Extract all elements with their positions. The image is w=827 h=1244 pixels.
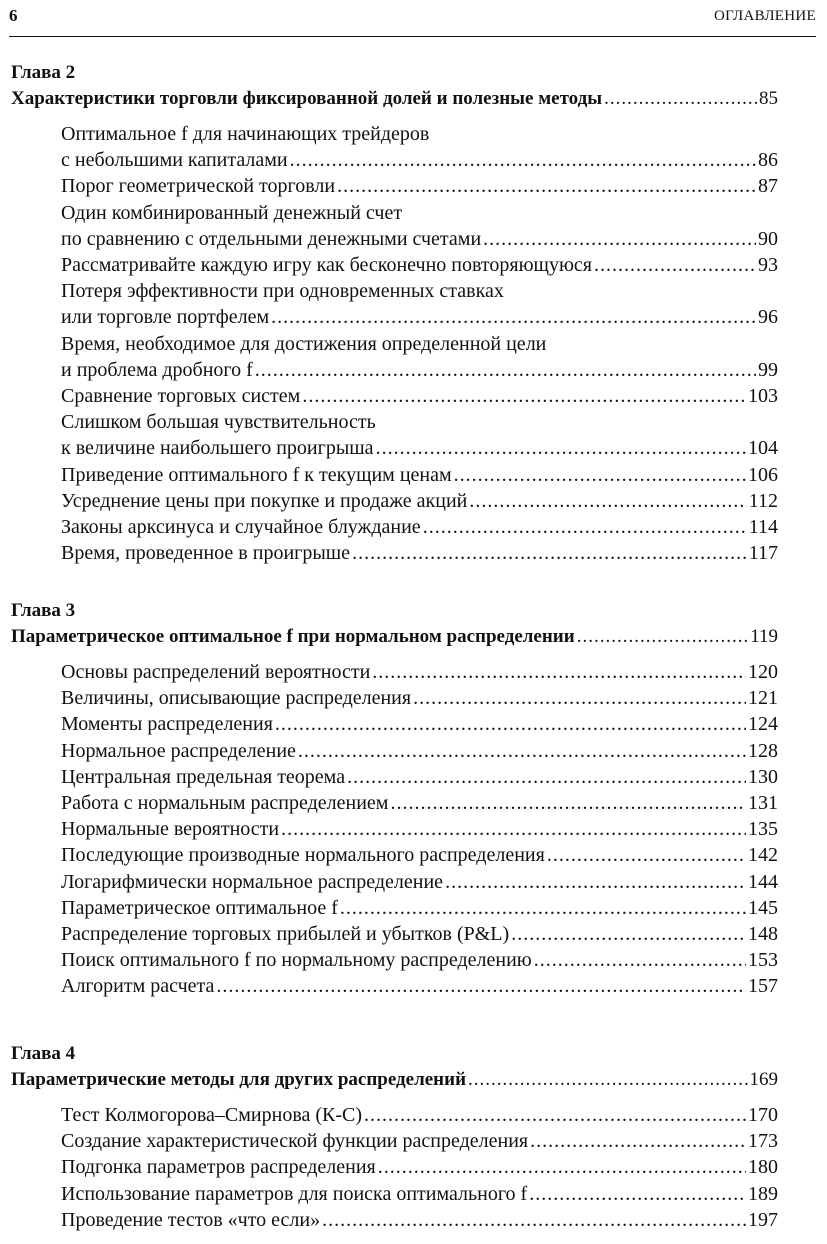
- entry-row: [61, 147, 778, 173]
- entry-row: [61, 1207, 778, 1233]
- dot-leader: [469, 488, 746, 514]
- entry-row: [61, 921, 778, 947]
- toc-entry[interactable]: [61, 842, 778, 868]
- entry-text: к величине наибольшего проигрыша: [61, 437, 374, 460]
- entry-row: [61, 869, 778, 895]
- entry-text: Поиск оптимального f по нормальному распределению: [61, 949, 532, 972]
- page-reference: 130: [748, 765, 778, 788]
- entry-text: Подгонка параметров распределения: [61, 1156, 376, 1179]
- page-reference: 93: [758, 254, 778, 276]
- dot-leader: [413, 685, 746, 711]
- entry-text-line: Время, необходимое для достижения определенной цели: [61, 332, 547, 355]
- entry-text: по сравнению с отдельными денежными счетами: [61, 227, 482, 250]
- entry-text: Усреднение цены при покупке и продаже акций: [61, 489, 468, 512]
- toc-entry[interactable]: [61, 973, 778, 999]
- page-reference: 119: [750, 626, 778, 647]
- toc-entry[interactable]: [61, 383, 778, 409]
- chapter-label: Глава 2: [11, 62, 76, 83]
- entry-text: Законы арксинуса и случайное блуждание: [61, 516, 421, 538]
- page-reference: 90: [758, 227, 778, 250]
- toc-entry[interactable]: [61, 869, 778, 895]
- dot-leader: [378, 1154, 746, 1180]
- chapter-title-entry[interactable]: [11, 86, 778, 112]
- page-reference: 104: [748, 437, 778, 460]
- page-number: 6: [9, 6, 18, 25]
- toc-entry[interactable]: [61, 331, 778, 383]
- page-reference: 86: [758, 149, 778, 171]
- entry-row: [61, 540, 778, 566]
- entry-row: [61, 252, 778, 278]
- entry-text-line: Потеря эффективности при одновременных ставках: [61, 280, 504, 303]
- page-reference: 135: [748, 818, 778, 841]
- toc-entry[interactable]: [61, 488, 778, 514]
- toc-entry[interactable]: [61, 462, 778, 488]
- toc-entry[interactable]: [61, 540, 778, 566]
- toc-entry[interactable]: [61, 921, 778, 947]
- dot-leader: [255, 357, 756, 383]
- entry-text: Тест Колмогорова–Смирнова (К-С): [61, 1104, 363, 1126]
- entry-text: Работа с нормальным распределением: [61, 792, 389, 814]
- page-reference: 148: [748, 923, 778, 945]
- toc-entry[interactable]: [61, 790, 778, 816]
- entry-text-line: Один комбинированный денежный счет: [61, 201, 403, 224]
- toc-entry[interactable]: [61, 1128, 778, 1154]
- entry-row: [61, 842, 778, 868]
- entry-text: Порог геометрической торговли: [61, 175, 336, 198]
- toc-entry[interactable]: [61, 1102, 778, 1128]
- entry-text: Создание характеристической функции распределения: [61, 1130, 529, 1153]
- dot-leader: [302, 383, 746, 409]
- toc-entry[interactable]: [61, 514, 778, 540]
- toc-entry[interactable]: [61, 738, 778, 764]
- entry-row: [61, 226, 778, 252]
- toc-entry[interactable]: [61, 764, 778, 790]
- entry-row: [61, 1181, 778, 1207]
- entry-text: Алгоритм расчета: [61, 975, 215, 998]
- dot-leader: [530, 1128, 746, 1154]
- toc-entry[interactable]: [61, 1181, 778, 1207]
- entry-text: или торговле портфелем: [61, 306, 270, 329]
- entry-text: Моменты распределения: [61, 713, 273, 736]
- page-reference: 173: [748, 1130, 778, 1153]
- dot-leader: [364, 1102, 746, 1128]
- entry-row: [61, 357, 778, 383]
- entry-row: [61, 1102, 778, 1128]
- entry-row: [61, 738, 778, 764]
- page-reference: 114: [748, 516, 778, 538]
- dot-leader: [337, 173, 756, 199]
- dot-leader: [594, 252, 756, 278]
- entry-row: [61, 1128, 778, 1154]
- page-reference: 99: [758, 358, 778, 381]
- page-reference: 145: [748, 896, 778, 919]
- page-reference: 103: [748, 385, 778, 407]
- dot-leader: [529, 1181, 746, 1207]
- entry-row: [61, 462, 778, 488]
- dot-leader: [271, 304, 756, 330]
- dot-leader: [423, 514, 747, 540]
- entry-text: Приведение оптимального f к текущим ценам: [61, 463, 452, 486]
- page-reference: 131: [748, 792, 778, 814]
- dot-leader: [298, 738, 746, 764]
- page-reference: 170: [748, 1104, 778, 1126]
- page-reference: 124: [748, 713, 778, 736]
- entry-row: [61, 1154, 778, 1180]
- toc-entry[interactable]: [61, 409, 778, 461]
- toc-entry[interactable]: [61, 685, 778, 711]
- entry-text: и проблема дробного f: [61, 358, 253, 381]
- page-reference: 112: [748, 489, 778, 512]
- toc-entry[interactable]: [61, 121, 778, 173]
- page-reference: 153: [748, 949, 778, 972]
- toc-entry[interactable]: [61, 1207, 778, 1233]
- entry-text: Величины, описывающие распределения: [61, 687, 412, 710]
- toc-entry[interactable]: [61, 1154, 778, 1180]
- toc-entry[interactable]: [61, 659, 778, 685]
- toc-entry[interactable]: [61, 200, 778, 252]
- dot-leader: [511, 921, 746, 947]
- entry-row: [61, 173, 778, 199]
- entry-row: [61, 304, 778, 330]
- entry-row: [61, 947, 778, 973]
- dot-leader: [352, 540, 747, 566]
- entry-text: Основы распределений вероятности: [61, 661, 371, 683]
- entry-text: Время, проведенное в проигрыше: [61, 542, 351, 565]
- entry-text: Нормальное распределение: [61, 739, 296, 762]
- chapter-title: Параметрические методы для других распределений: [11, 1069, 467, 1090]
- dot-leader: [547, 842, 746, 868]
- entry-row: [61, 659, 778, 685]
- entry-row: [61, 790, 778, 816]
- header-divider: [9, 36, 816, 37]
- entry-text: Нормальные вероятности: [61, 818, 280, 841]
- entry-row: [61, 383, 778, 409]
- page-reference: 120: [748, 661, 778, 683]
- chapter-title: Параметрическое оптимальное f при нормальном распределении: [11, 626, 575, 647]
- page-reference: 121: [748, 687, 778, 710]
- dot-leader: [454, 462, 746, 488]
- entry-row: [61, 435, 778, 461]
- entry-text: Рассматривайте каждую игру как бесконечно повторяющуюся: [61, 254, 592, 276]
- entry-text: Распределение торговых прибылей и убытков (P&L): [61, 923, 510, 945]
- chapter-title-entry[interactable]: [11, 1067, 778, 1093]
- entry-text: Использование параметров для поиска оптимального f: [61, 1182, 528, 1205]
- entry-text: Логарифмически нормальное распределение: [61, 870, 444, 893]
- dot-leader: [347, 764, 746, 790]
- chapter-title: Характеристики торговли фиксированной долей и полезные методы: [11, 88, 603, 109]
- dot-leader: [275, 711, 746, 737]
- page-reference: 128: [748, 739, 778, 762]
- toc-entry[interactable]: [61, 895, 778, 921]
- entry-row: [61, 816, 778, 842]
- page-reference: 117: [748, 542, 778, 565]
- dot-leader: [340, 895, 746, 921]
- toc-entry[interactable]: [61, 816, 778, 842]
- toc-entry[interactable]: [61, 711, 778, 737]
- page-reference: 96: [758, 306, 778, 329]
- page-reference: 144: [748, 870, 778, 893]
- toc-entry[interactable]: [61, 278, 778, 330]
- page-reference: 189: [748, 1182, 778, 1205]
- chapter-label: Глава 3: [11, 600, 76, 621]
- dot-leader: [376, 435, 746, 461]
- toc-entry[interactable]: [61, 947, 778, 973]
- entry-row: [61, 514, 778, 540]
- entry-row: [61, 685, 778, 711]
- dot-leader: [216, 973, 746, 999]
- entry-row: [61, 764, 778, 790]
- entry-text: Центральная предельная теорема: [61, 765, 346, 788]
- entry-text: Параметрическое оптимальное f: [61, 896, 338, 919]
- entry-row: [61, 895, 778, 921]
- dot-leader: [534, 947, 746, 973]
- dot-leader: [577, 624, 749, 650]
- page-header: [9, 6, 816, 32]
- page-reference: 106: [748, 463, 778, 486]
- dot-leader: [604, 86, 757, 112]
- entry-text-line: Оптимальное f для начинающих трейдеров: [61, 123, 430, 145]
- entry-row: [61, 488, 778, 514]
- entry-text-line: Слишком большая чувствительность: [61, 411, 376, 434]
- dot-leader: [322, 1207, 746, 1233]
- page-reference: 180: [748, 1156, 778, 1179]
- entry-text: Последующие производные нормального распределения: [61, 844, 545, 867]
- chapter-label: Глава 4: [11, 1043, 76, 1064]
- toc-entry[interactable]: [61, 173, 778, 199]
- dot-leader: [290, 147, 756, 173]
- entry-row: [61, 973, 778, 999]
- dot-leader: [445, 869, 746, 895]
- page-reference: 87: [758, 175, 778, 198]
- entry-text: Сравнение торговых систем: [61, 385, 301, 407]
- dot-leader: [372, 659, 746, 685]
- page-reference: 85: [759, 88, 778, 109]
- entry-row: [61, 711, 778, 737]
- chapter-title-entry[interactable]: [11, 624, 778, 650]
- entry-text: с небольшими капиталами: [61, 149, 288, 171]
- page-reference: 157: [748, 975, 778, 998]
- running-head: ОГЛАВЛЕНИЕ: [714, 8, 816, 24]
- page-reference: 197: [748, 1208, 778, 1231]
- page-reference: 169: [749, 1069, 778, 1090]
- toc-entry[interactable]: [61, 252, 778, 278]
- dot-leader: [468, 1067, 747, 1093]
- dot-leader: [483, 226, 756, 252]
- entry-text: Проведение тестов «что если»: [61, 1208, 321, 1231]
- page-reference: 142: [748, 844, 778, 867]
- dot-leader: [281, 816, 746, 842]
- dot-leader: [390, 790, 746, 816]
